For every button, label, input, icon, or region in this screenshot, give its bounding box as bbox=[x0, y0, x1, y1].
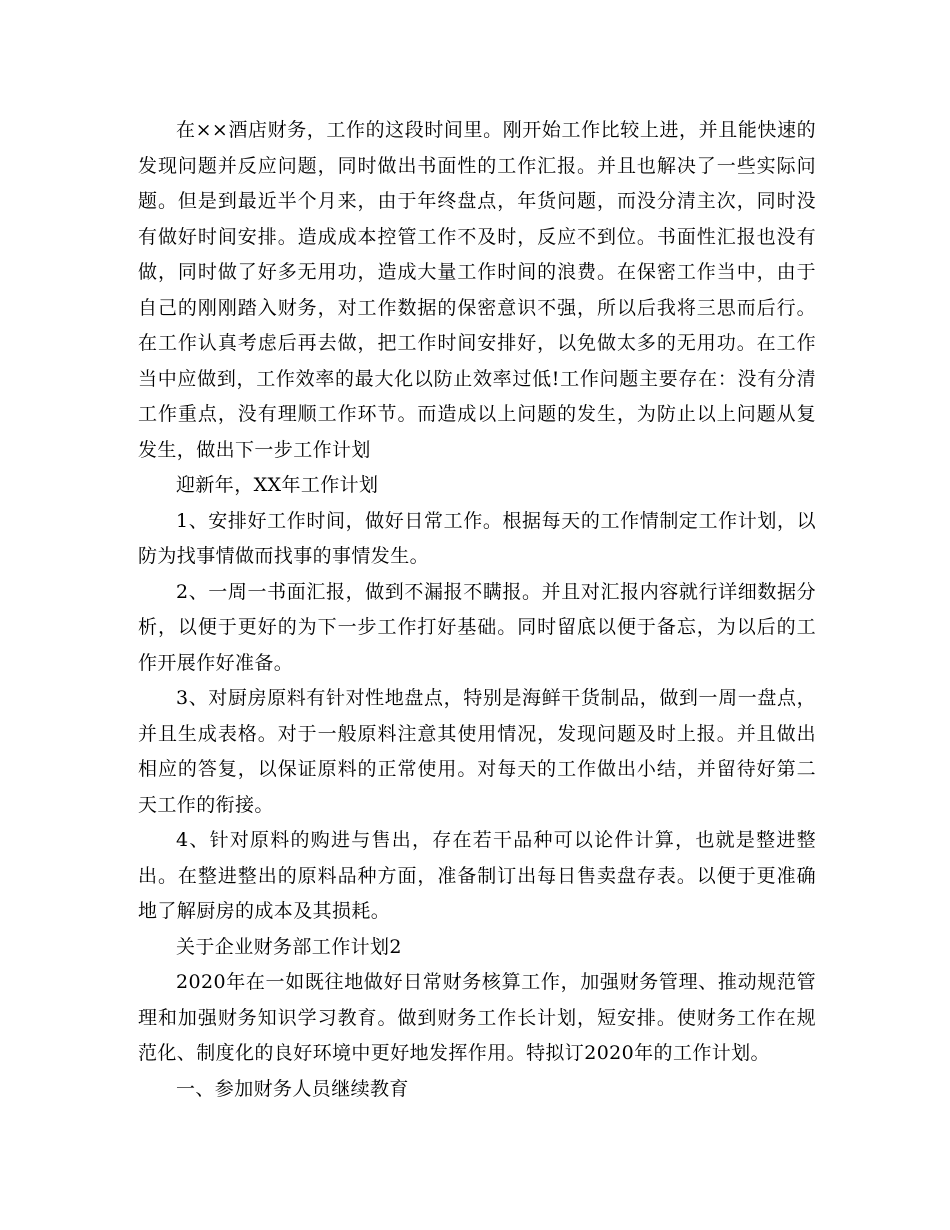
section-heading-new-year-plan: 迎新年，XX年工作计划 bbox=[176, 474, 379, 496]
section-heading-continuing-education: 一、参加财务人员继续教育 bbox=[176, 1077, 409, 1100]
plan-item-2: 2、一周一书面汇报，做到不漏报不瞒报。并且对汇报内容就行详细数据分析，以便于更好的为下一步工作打好基础。同时留底以便于备忘，为以后的工作开展作好准备。 bbox=[138, 580, 816, 674]
plan-item-4: 4、针对原料的购进与售出，存在若干品种可以论件计算，也就是整进整出。在整进整出的原料品种方面，准备制订出每日售卖盘存表。以便于更准确地了解厨房的成本及其损耗。 bbox=[138, 829, 816, 922]
document-body bbox=[138, 113, 816, 1107]
plan-item-1: 1、安排好工作时间，做好日常工作。根据每天的工作情制定工作计划，以防为找事情做而找事的事情发生。 bbox=[138, 509, 816, 567]
section-heading-plan-2: 关于企业财务部工作计划2 bbox=[176, 935, 402, 958]
paragraph-intro: 在××酒店财务，工作的这段时间里。刚开始工作比较上进，并且能快速的发现问题并反应问题，同时做出书面性的工作汇报。并且也解决了一些实际问题。但是到最近半个月来，由于年终盘点，年货问题，而没分清主次，同时没有做好时间安排。造成成本控管工作不及时，反应不到位。书面性汇报也没有做，同时做了好多无用功，造成大量工作时间的浪费。在保密工作当中，由于自己的刚刚踏入财务，对工作数据的保密意识不强，所以后我将三思而后行。在工作认真考虑后再去做，把工作时间安排好，以免做太多的无用功。在工作当中应做到，工作效率的最大化以防止效率过低!工作问题主要存在：没有分清工作重点，没有理顺工作环节。而造成以上问题的发生，为防止以上问题从复发生，做出下一步工作计划 bbox=[138, 119, 816, 461]
plan-item-3: 3、对厨房原料有针对性地盘点，特别是海鲜干货制品，做到一周一盘点，并且生成表格。对于一般原料注意其使用情况，发现问题及时上报。并且做出相应的答复，以保证原料的正常使用。对每天的工作做出小结，并留待好第二天工作的衔接。 bbox=[138, 687, 816, 816]
paragraph-2020-plan: 2020年在一如既往地做好日常财务核算工作，加强财务管理、推动规范管理和加强财务知识学习教育。做到财务工作长计划，短安排。使财务工作在规范化、制度化的良好环境中更好地发挥作用。特拟订2020年的工作计划。 bbox=[138, 971, 816, 1064]
